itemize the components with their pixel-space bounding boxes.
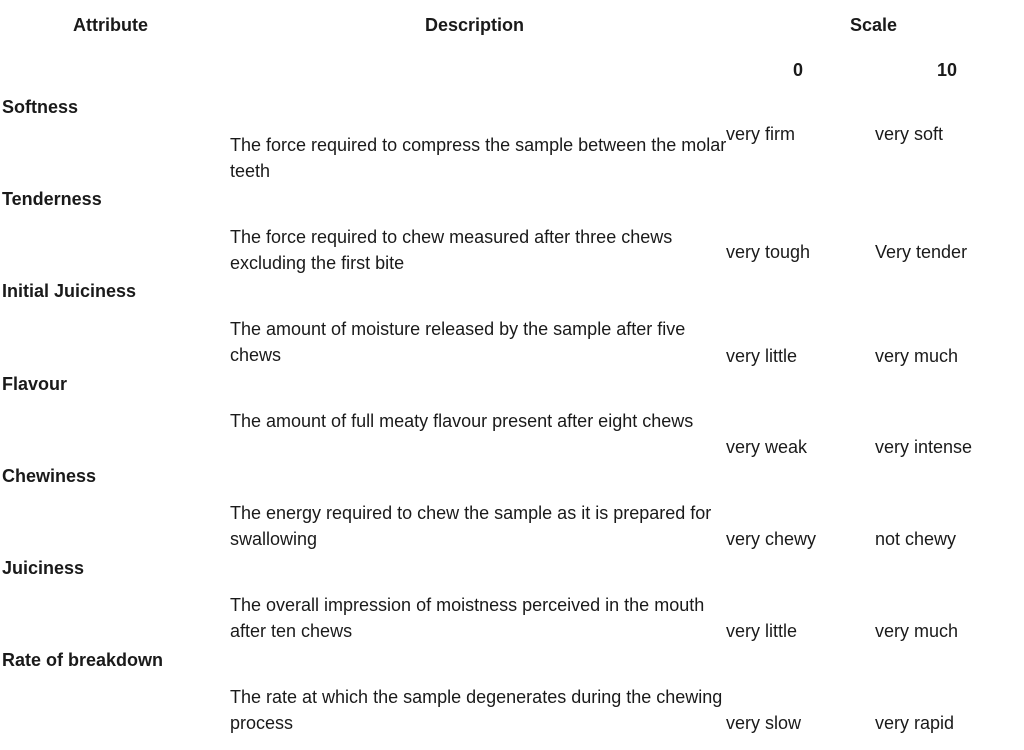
header-description: Description <box>425 15 525 35</box>
attribute-description: The overall impression of moistness perceived in the mouth after ten chews <box>230 595 705 641</box>
attribute-description: The energy required to chew the sample as it is prepared for swallowing <box>230 503 712 549</box>
attribute-label: Juiciness <box>2 558 85 578</box>
scale-high-anchor: very rapid <box>875 713 955 733</box>
header-attribute: Attribute <box>73 15 148 35</box>
attribute-description: The force required to compress the sample between the molar teeth <box>230 135 727 181</box>
attribute-description: The rate at which the sample degenerates during the chewing process <box>230 687 723 733</box>
attribute-description: The amount of full meaty flavour present after eight chews <box>230 411 694 431</box>
scale-low-anchor: very slow <box>726 713 802 733</box>
scale-low-anchor: very little <box>726 346 798 366</box>
attribute-description: The amount of moisture released by the sample after five chews <box>230 319 686 365</box>
attribute-label: Rate of breakdown <box>2 650 164 670</box>
scale-high-anchor: very much <box>875 346 959 366</box>
scale-low-anchor: very little <box>726 621 798 641</box>
scale-high-anchor: very much <box>875 621 959 641</box>
scale-low-anchor: very weak <box>726 437 808 457</box>
scale-max-label: 10 <box>937 60 958 80</box>
attribute-label: Softness <box>2 97 79 117</box>
scale-high-anchor: Very tender <box>875 242 968 262</box>
header-scale: Scale <box>850 15 898 35</box>
scale-low-anchor: very firm <box>726 124 795 144</box>
scale-low-anchor: very tough <box>726 242 811 262</box>
scale-high-anchor: very intense <box>875 437 973 457</box>
attribute-description: The force required to chew measured after three chews excluding the first bite <box>230 227 673 273</box>
attribute-label: Flavour <box>2 374 68 394</box>
scale-min-label: 0 <box>793 60 804 80</box>
scale-low-anchor: very chewy <box>726 529 817 549</box>
attribute-label: Initial Juiciness <box>2 281 137 301</box>
scale-high-anchor: very soft <box>875 124 944 144</box>
attribute-label: Tenderness <box>2 189 102 209</box>
scale-high-anchor: not chewy <box>875 529 957 549</box>
attribute-label: Chewiness <box>2 466 97 486</box>
